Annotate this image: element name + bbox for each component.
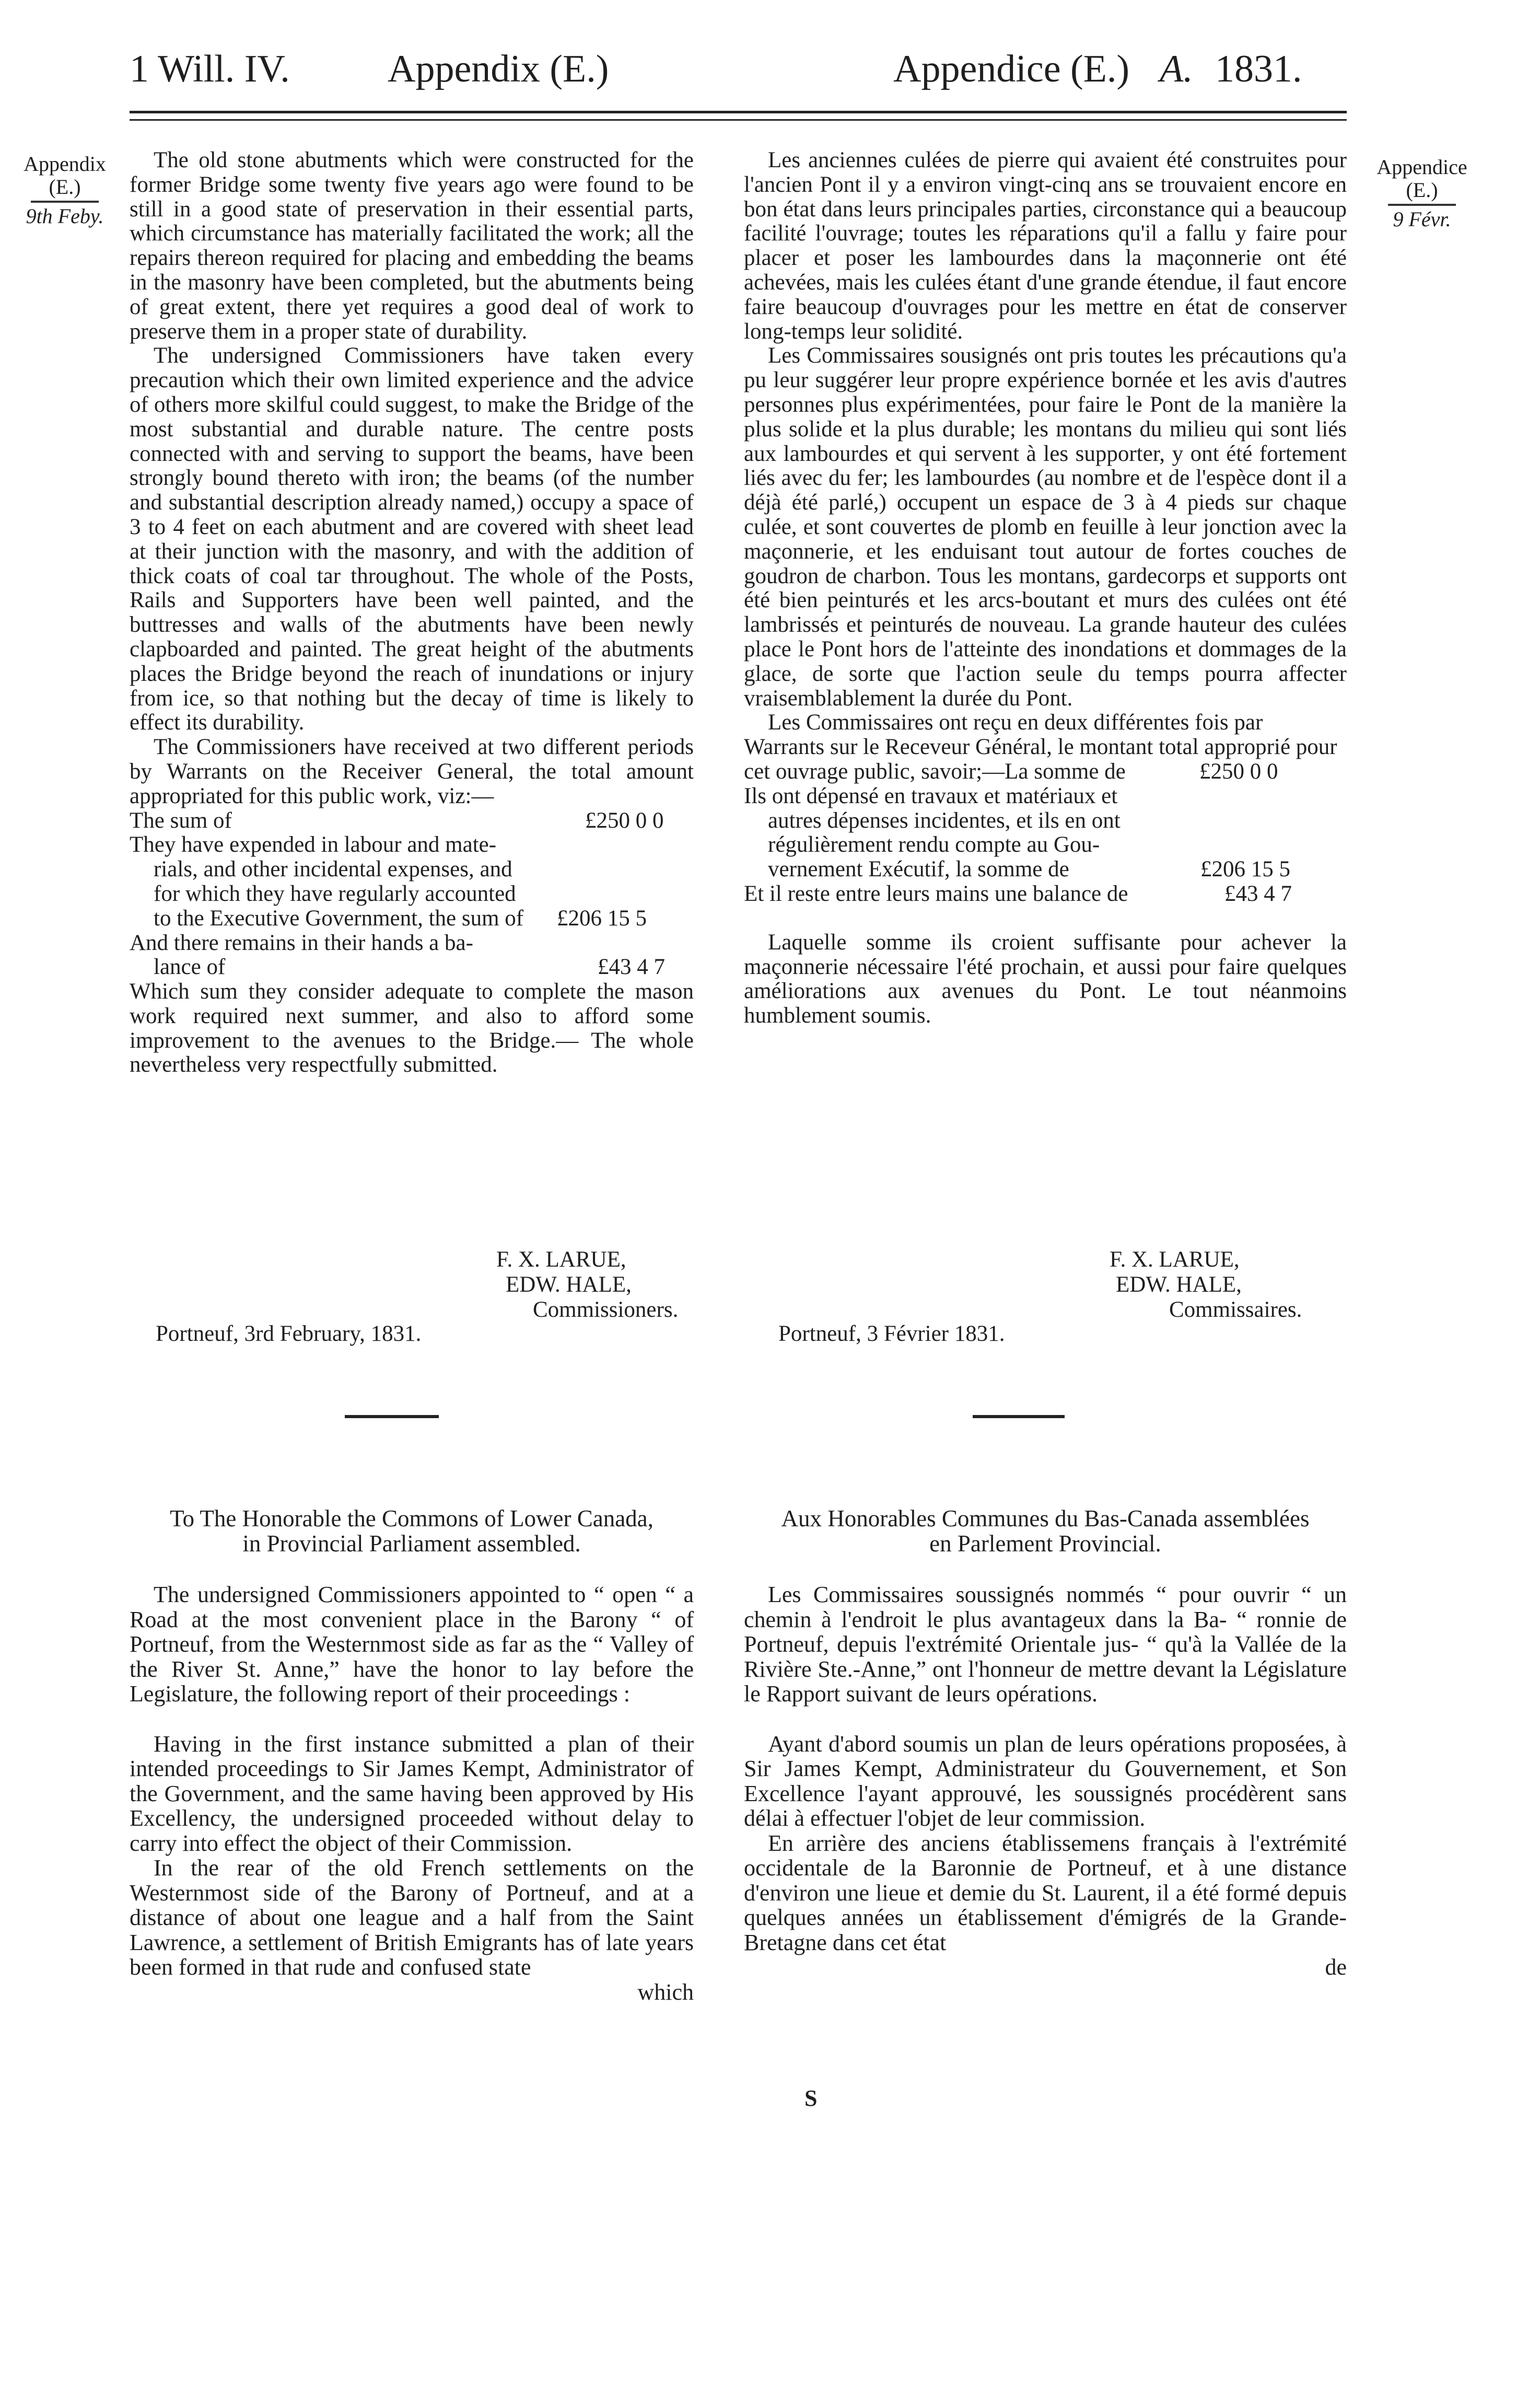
petition-en-paragraph-1: The undersigned Commissioners appointed to “ open “ a Road at the most convenient place in the Barony “ of Portneuf, from the Westernmost side as far as the “ Valley of the River St. Anne,” have the honor to lay before the Legislature, the following report of their proceedings : [130,1582,694,1707]
en-signature-hale: EDW. HALE, [506,1272,632,1297]
account-expended-line-4: to the Executive Government, the sum of [154,906,524,931]
report-en-paragraph-1: The old stone abutments which were constructed for the former Bridge some twenty five years ago were found to be still in a good state of preservation in their essential parts, which circumstance has materially facilitated the work; all the repairs thereon required for placing and embedding the beams in the masonry have been completed, but the abutments being of great extent, there yet requires a good deal of work to preserve them in a proper state of durability. [130,148,694,344]
header-year: 1831. [1215,48,1302,90]
petition-en-address-line-1: To The Honorable the Commons of Lower Canada, [170,1505,654,1532]
header-rule-bottom [130,119,1347,121]
account-expended-line-1: They have expended in labour and mate- [130,832,497,857]
compte-balance-row [744,882,1347,907]
running-header [130,48,1347,90]
margin-left-line1: Appendix [24,152,106,176]
signature-mark: S [804,2085,818,2111]
account-expended-row [130,833,694,857]
account-remains-row-2 [130,955,694,980]
account-remains-line-2: lance of [154,955,226,980]
compte-depense-row [744,784,1347,809]
separator-right [973,1415,1065,1418]
header-title-en: Appendix (E.) [388,48,609,90]
report-fr-paragraph-2: Les Commissaires sousignés ont pris toutes les précautions qu'a pu leur suggérer leur propre expérience bornée et les avis d'autres personnes plus expérimentées, pour faire le Pont de la manière la plus solide et la plus durable; les montans du milieu qui sont liés aux lambourdes et qui servent à les supporter, y ont été fortement liés avec du fer; les lambourdes (au nombre et de l'espèce dont il a déjà été parlé,) occupent un espace de 3 à 4 pieds sur chaque culée, et sont couvertes de plomb en feuille à leur jonction avec la maçonnerie, et les enduisant tout autour de fortes couches de goudron de charbon. Tous les montans, gardecorps et supports ont été bien peinturés et les arcs-boutant et murs des culées ont été lambrissés et peinturés de nouveau. La grande hauteur des culées place le Pont hors de l'atteinte des inondations et dommages de la glace, de sorte que l'action seule du temps pourra affecter vraisemblablement la durée du Pont. [744,343,1347,711]
en-signature-larue: F. X. LARUE, [496,1247,626,1272]
header-rule-top [130,111,1347,113]
petition-fr-address-line-1: Aux Honorables Communes du Bas-Canada assemblées [781,1505,1310,1532]
compte-depense-amount: £206 15 5 [1200,857,1290,882]
margin-right-line1: Appendice [1376,155,1467,179]
account-sum-amount: £250 0 0 [585,808,664,833]
fr-signature-title: Commissaires. [1169,1297,1302,1322]
compte-depense-row-2 [744,809,1347,833]
account-expended-row-4 [130,907,694,931]
account-expended-line-2: rials, and other incidental expenses, and [154,857,512,882]
compte-depense-line-2: autres dépenses incidentes, et ils en ont [768,808,1121,833]
compte-balance-label: Et il reste entre leurs mains une balance de [744,881,1128,906]
fr-place-date: Portneuf, 3 Février 1831. [778,1321,1005,1346]
report-french-column [744,148,1347,1028]
account-expended-line-3: for which they have regularly accounted [154,881,516,906]
petition-en-catchword: which [637,1979,694,2005]
report-fr-paragraph-4: Laquelle somme ils croient suffisante pour achever la maçonnerie nécessaire l'été prochain, et aussi pour faire quelques améliorations aux avenues du Pont. Le tout néanmoins humblement soumis. [744,930,1347,1028]
account-remains-row [130,931,694,956]
petition-en-address-line-2: in Provincial Parliament assembled. [242,1530,581,1557]
account-expended-amount: £206 15 5 [557,906,647,931]
compte-somme-row [744,760,1347,784]
report-en-paragraph-4: Which sum they consider adequate to complete the mason work required next summer, and also to afford some improvement to the avenues to the Bridge.— The whole nevertheless very respectfully submitted. [130,979,694,1077]
separator-left [345,1415,439,1418]
petition-en-paragraph-2: Having in the first instance submitted a plan of their intended proceedings to Sir James Kempt, Administrator of the Government, and the same having been approved by His Excellency, the undersigned proceeded without delay to carry into effect the object of their Commission. [130,1731,694,1856]
petition-fr-paragraph-3: En arrière des anciens établissemens français à l'extrémité occidentale de la Baronnie de Portneuf, et à une distance d'environ une lieue et demie du St. Laurent, il a été formé depuis quelques années un établissement d'émigrés de la Grande-Bretagne dans cet état [744,1830,1347,1955]
margin-note-right [1354,156,1490,231]
compte-depense-row-4 [744,857,1347,882]
header-mark: A. [1160,48,1193,90]
header-reign: 1 Will. IV. [130,48,290,90]
account-expended-row-2 [130,857,694,882]
en-signature-title: Commissioners. [533,1297,679,1322]
en-place-date: Portneuf, 3rd February, 1831. [156,1321,422,1346]
fr-signature-larue: F. X. LARUE, [1110,1247,1240,1272]
margin-left-date: 9th Feby. [26,204,104,228]
account-remains-line-1: And there remains in their hands a ba- [130,930,473,955]
petition-fr-catchword: de [1325,1954,1347,1980]
account-sum-label: The sum of [130,808,232,833]
petition-english-column [130,1582,694,2004]
header-title-fr: Appendice (E.) [893,48,1130,90]
account-sum-row [130,809,694,833]
account-expended-row-3 [130,882,694,907]
compte-depense-line-4: vernement Exécutif, la somme de [768,857,1069,882]
margin-right-date: 9 Févr. [1393,207,1451,231]
compte-depense-row-3 [744,833,1347,857]
account-remains-amount: £43 4 7 [598,955,665,980]
margin-right-rule [1388,204,1456,206]
compte-somme-amount: £250 0 0 [1199,759,1278,784]
margin-left-line2: (E.) [49,175,81,199]
petition-en-paragraph-3: In the rear of the old French settlements on the Westernmost side of the Barony of Portneuf, and at a distance of about one league and a half from the Saint Lawrence, a settlement of British Emigrants has of late years been formed in that rude and confused state [130,1855,694,1980]
petition-fr-paragraph-2: Ayant d'abord soumis un plan de leurs opérations proposées, à Sir James Kempt, Administrateur du Gouvernement, et Son Excellence l'ayant approuvé, les soussignés procédèrent sans délai à effectuer l'objet de leur commission. [744,1731,1347,1831]
margin-right-line2: (E.) [1406,178,1438,202]
petition-fr-address-line-2: en Parlement Provincial. [929,1530,1161,1557]
report-en-paragraph-3: The Commissioners have received at two different periods by Warrants on the Receiver General, the total amount appropriated for this public work, viz:— [130,735,694,808]
report-fr-paragraph-1: Les anciennes culées de pierre qui avaient été construites pour l'ancien Pont il y a environ vingt-cinq ans se trouvaient encore en bon état dans leurs principales parties, circonstance qui a beaucoup facilité l'ouvrage; toutes les réparations qu'il a fallu y faire pour placer et poser les lambourdes dans la maçonnerie ont été achevées, mais les culées étant d'une grande étendue, il faut encore faire beaucoup d'ouvrages pour les mettre en état de conserver long-temps leur solidité. [744,148,1347,344]
petition-en-address [130,1506,694,1556]
compte-balance-amount: £43 4 7 [1224,881,1292,906]
report-en-paragraph-2: The undersigned Commissioners have taken every precaution which their own limited experience and the advice of others more skilful could suggest, to make the Bridge of the most substantial and durable nature. The centre posts connected with and serving to support the beams, have been strongly bound thereto with iron; the beams (of the number and substantial description already named,) occupy a space of 3 to 4 feet on each abutment and are covered with sheet lead at their junction with the masonry, and with the addition of thick coats of coal tar throughout. The whole of the Posts, Rails and Supporters have been well painted, and the buttresses and walls of the abutments have been newly clapboarded and painted. The great height of the abutments places the Bridge beyond the reach of inundations or injury from ice, so that nothing but the decay of time is likely to effect its durability. [130,343,694,735]
petition-fr-address [744,1506,1347,1556]
petition-french-column [744,1582,1347,1980]
fr-signature-hale: EDW. HALE, [1116,1272,1242,1297]
report-fr-paragraph-3: Les Commissaires ont reçu en deux différentes fois par Warrants sur le Receveur Général, le montant total approprié pour cet ouvrage public, savoir;—La somme de [744,710,1337,784]
compte-depense-line-1: Ils ont dépensé en travaux et matériaux et [744,783,1118,808]
report-english-column [130,148,694,1077]
margin-note-left [13,153,117,228]
compte-depense-line-3: régulièrement rendu compte au Gou- [768,832,1100,857]
margin-left-rule [31,201,99,203]
petition-fr-paragraph-1: Les Commissaires soussignés nommés “ pour ouvrir “ un chemin à l'endroit le plus avantageux dans la Ba- “ ronnie de Portneuf, depuis l'extrémité Orientale jus- “ qu'à la Vallée de la Rivière Ste.-Anne,” ont l'honneur de mettre devant la Législature le Rapport suivant de leurs opérations. [744,1582,1347,1707]
